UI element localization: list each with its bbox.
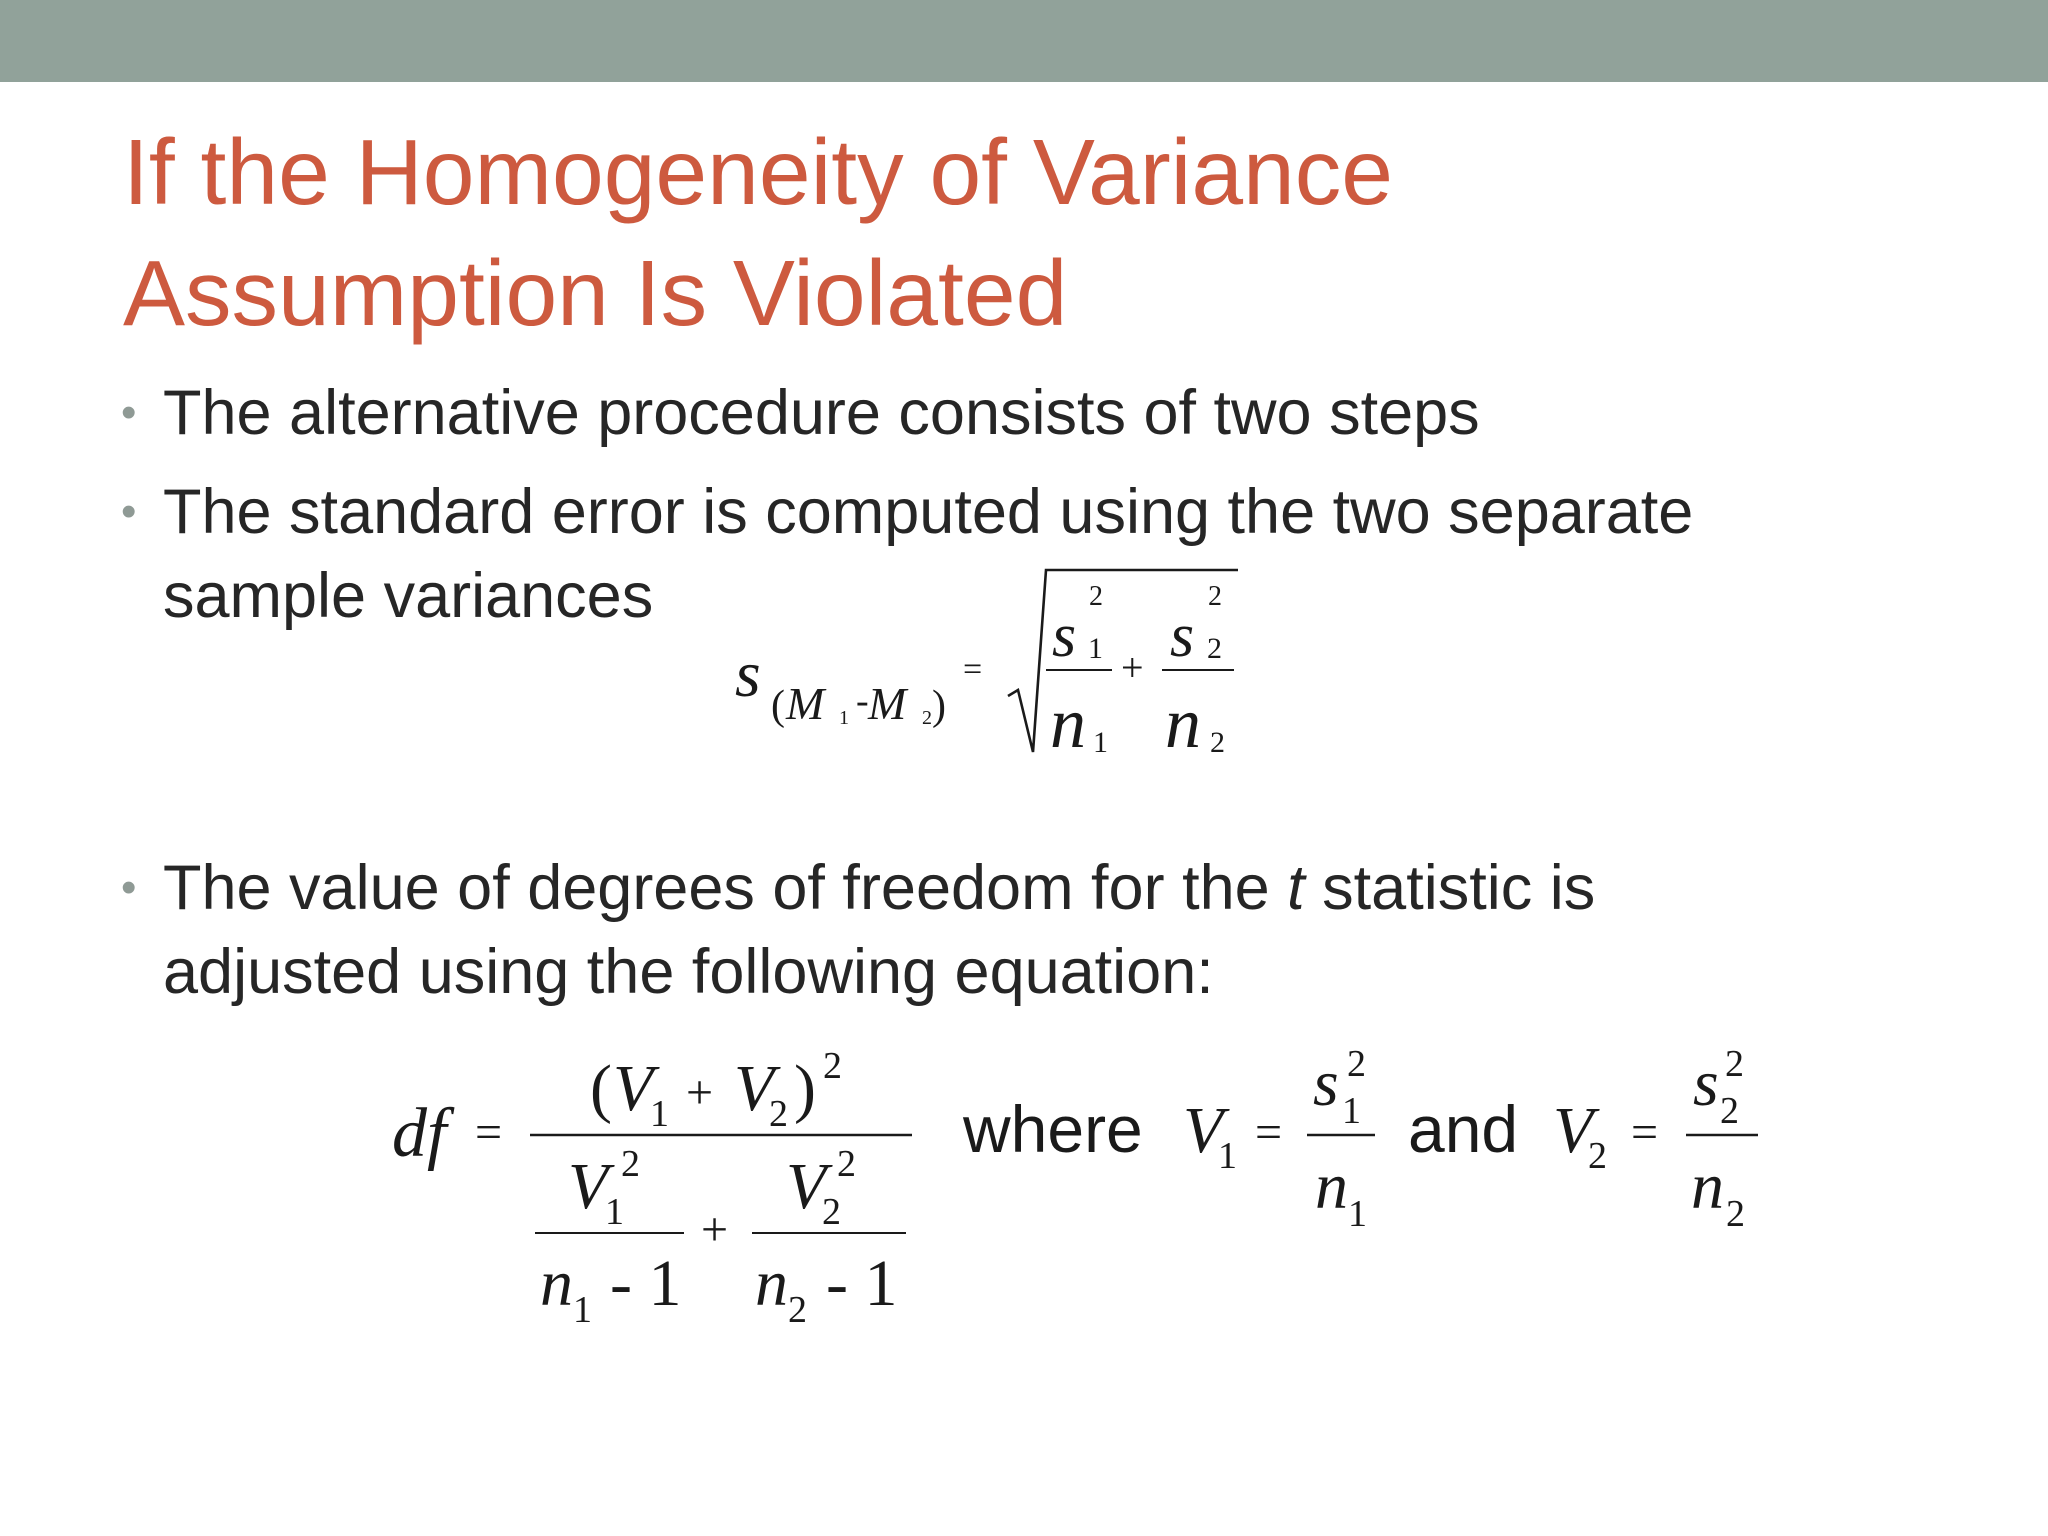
v1-definition-lhs: V [1183,1094,1224,1167]
df-den1-v: V [568,1150,609,1223]
v2-den-n: n [1691,1150,1724,1223]
df-den-plus: + [701,1203,729,1256]
df-den2-v-sub: 2 [822,1191,841,1233]
df-num-plus: + [686,1066,714,1119]
se-t1-den: n [1050,683,1086,763]
v2-equals: = [1631,1106,1659,1159]
df-num-paren-close: ) [794,1052,816,1125]
se-lhs-s: s [735,638,761,711]
se-lhs-minus: - [856,680,869,722]
df-den2-n: n [755,1247,788,1320]
se-lhs-paren-close: ) [932,683,946,729]
df-equals: = [475,1106,503,1159]
df-num-sup: 2 [823,1045,842,1087]
v1-den-n: n [1315,1150,1348,1223]
se-t2-num: s [1170,602,1195,670]
title-line-2: Assumption Is Violated [123,241,1068,345]
se-t1-sup: 2 [1089,581,1103,612]
bullet-2-line-1: The standard error is computed using the two separate [163,477,1694,547]
v1-num-sub: 1 [1342,1090,1361,1132]
se-equals: = [963,651,983,688]
bullet-3-line-2: adjusted using the following equation: [163,937,1214,1007]
se-lhs-m1-sub: 1 [839,707,849,729]
se-t2-den: n [1165,683,1201,763]
bullet-3-text-a: The value of degrees of freedom for the [163,853,1288,923]
df-den1-minus-one: - 1 [610,1247,682,1320]
v1-definition-sub: 1 [1218,1135,1237,1177]
v2-num-sub: 2 [1720,1090,1739,1132]
df-num-paren-open: ( [590,1052,612,1125]
v2-definition-lhs: V [1553,1094,1594,1167]
se-t2-den-sub: 2 [1210,726,1225,759]
bullet-dot-icon: • [121,388,137,437]
df-den1-v-sub: 1 [605,1191,624,1233]
and-label: and [1408,1092,1519,1166]
df-num-v1-sub: 1 [650,1093,669,1135]
bullet-dot-icon: • [121,487,137,536]
df-den1-n: n [540,1247,573,1320]
title-line-1: If the Homogeneity of Variance [123,120,1393,224]
df-den2-v-sup: 2 [837,1143,856,1185]
se-t2-num-sub: 2 [1207,632,1222,665]
df-den2-minus-one: - 1 [826,1247,898,1320]
df-num-v1: V [613,1052,654,1125]
v2-definition-sub: 2 [1588,1135,1607,1177]
se-t2-sup: 2 [1208,581,1222,612]
df-den2-n-sub: 2 [788,1289,807,1331]
se-t1-num: s [1052,602,1077,670]
v1-num-s: s [1313,1047,1339,1120]
se-lhs-m1: M [786,678,825,729]
where-label: where [963,1092,1143,1166]
se-lhs-m2: M [868,678,907,729]
df-den2-v: V [786,1150,827,1223]
se-plus: + [1121,645,1144,690]
df-den1-v-sup: 2 [621,1143,640,1185]
se-t1-num-sub: 1 [1088,632,1103,665]
se-t1-den-sub: 1 [1093,726,1108,759]
bullet-1-text: The alternative procedure consists of two steps [163,378,1480,448]
t-statistic-symbol: t [1287,853,1305,923]
df-num-v2: V [734,1052,775,1125]
v1-equals: = [1255,1106,1283,1159]
bullet-3-text-b: statistic is [1304,853,1596,923]
se-lhs-paren-open: ( [771,683,785,729]
v2-den-sub: 2 [1726,1193,1745,1235]
v1-den-sub: 1 [1348,1193,1367,1235]
v2-num-s: s [1693,1047,1719,1120]
df-den1-n-sub: 1 [573,1289,592,1331]
bullet-dot-icon: • [121,863,137,912]
v1-num-sup: 2 [1347,1043,1366,1085]
df-lhs: df [392,1095,447,1172]
v2-num-sup: 2 [1725,1043,1744,1085]
df-num-v2-sub: 2 [769,1093,788,1135]
bullet-2-line-2: sample variances [163,561,654,631]
se-lhs-m2-sub: 2 [922,707,932,729]
